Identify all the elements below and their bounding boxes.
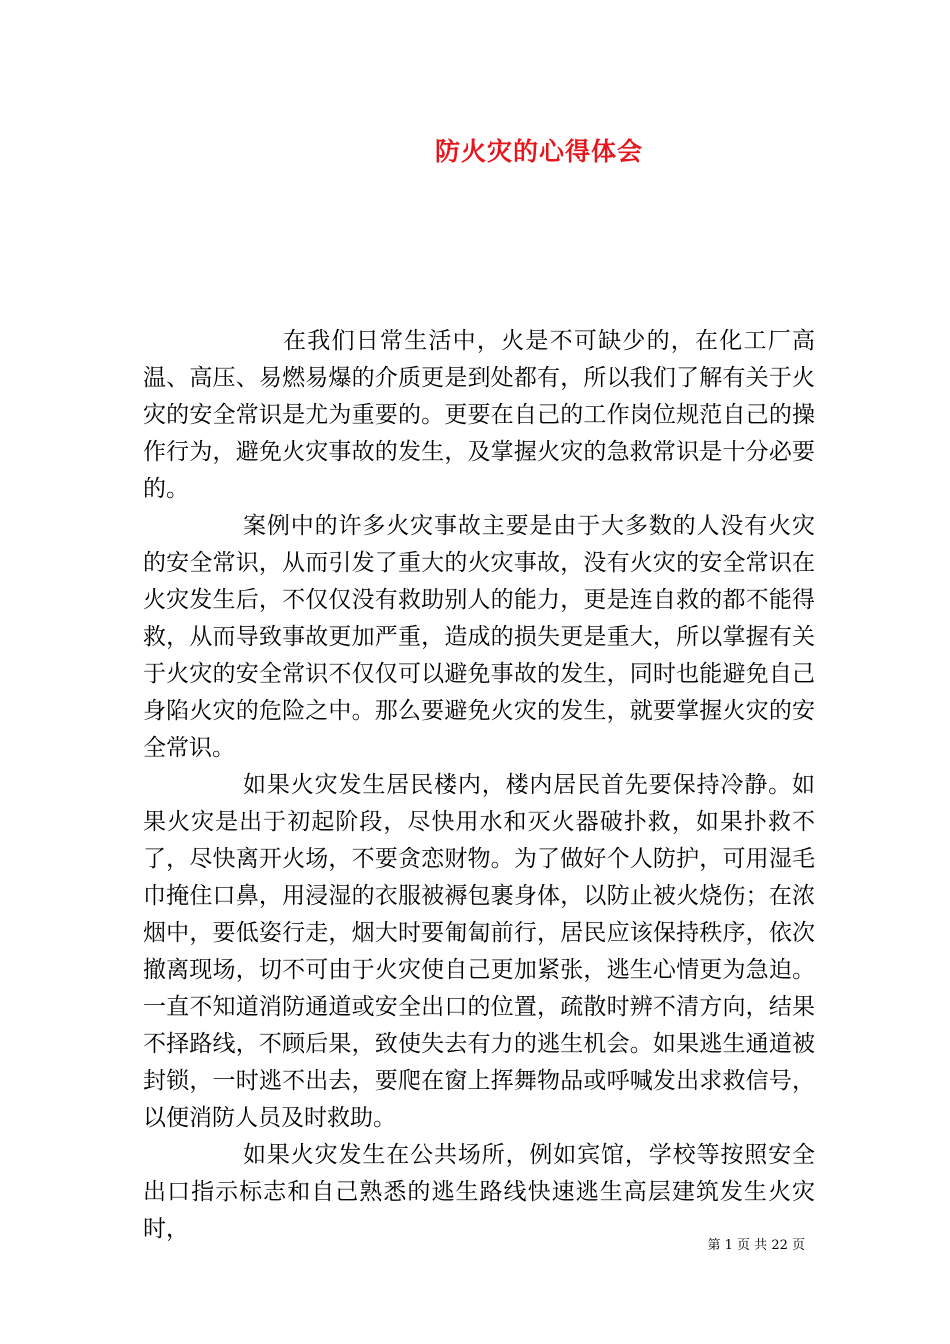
paragraph-4: 如果火灾发生在公共场所，例如宾馆，学校等按照安全出口指示标志和自己熟悉的逃生路线快速逃生高层建筑发生火灾时， [143, 1142, 815, 1242]
document-title: 防火灾的心得体会 [434, 137, 643, 166]
paragraph-3: 如果火灾发生居民楼内，楼内居民首先要保持冷静。如果火灾是出于初起阶段，尽快用水和灭火器破扑救，如果扑救不了，尽快离开火场，不要贪恋财物。为了做好个人防护，可用湿毛巾掩住口鼻，用浸湿的衣服被褥包裹身体，以防止被火烧伤；在浓烟中，要低姿行走，烟大时要匍匐前行，居民应该保持秩序，依次撤离现场，切不可由于火灾使自己更加紧张，逃生心情更为急迫。一直不知道消防通道或安全出口的位置，疏散时辨不清方向，结果不择路线，不顾后果，致使失去有力的逃生机会。如果逃生通道被封锁，一时逃不出去，要爬在窗上挥舞物品或呼喊发出求救信号，以便消防人员及时救助。 [143, 772, 815, 1131]
paragraph-2: 案例中的许多火灾事故主要是由于大多数的人没有火灾的安全常识，从而引发了重大的火灾事故，没有火灾的安全常识在火灾发生后，不仅仅没有救助别人的能力，更是连自救的都不能得救，从而导致事故更加严重，造成的损失更是重大，所以掌握有关于火灾的安全常识不仅仅可以避免事故的发生，同时也能避免自己身陷火灾的危险之中。那么要避免火灾的发生，就要掌握火灾的安全常识。 [143, 513, 815, 761]
page-number: 第 1 页 共 22 页 [707, 1238, 805, 1253]
document-body [143, 323, 815, 1248]
paragraph-1: 在我们日常生活中，火是不可缺少的，在化工厂高温、高压、易燃易爆的介质更是到处都有，所以我们了解有关于火灾的安全常识是尤为重要的。更要在自己的工作岗位规范自己的操作行为，避免火灾事故的发生，及掌握火灾的急救常识是十分必要的。 [143, 328, 815, 502]
